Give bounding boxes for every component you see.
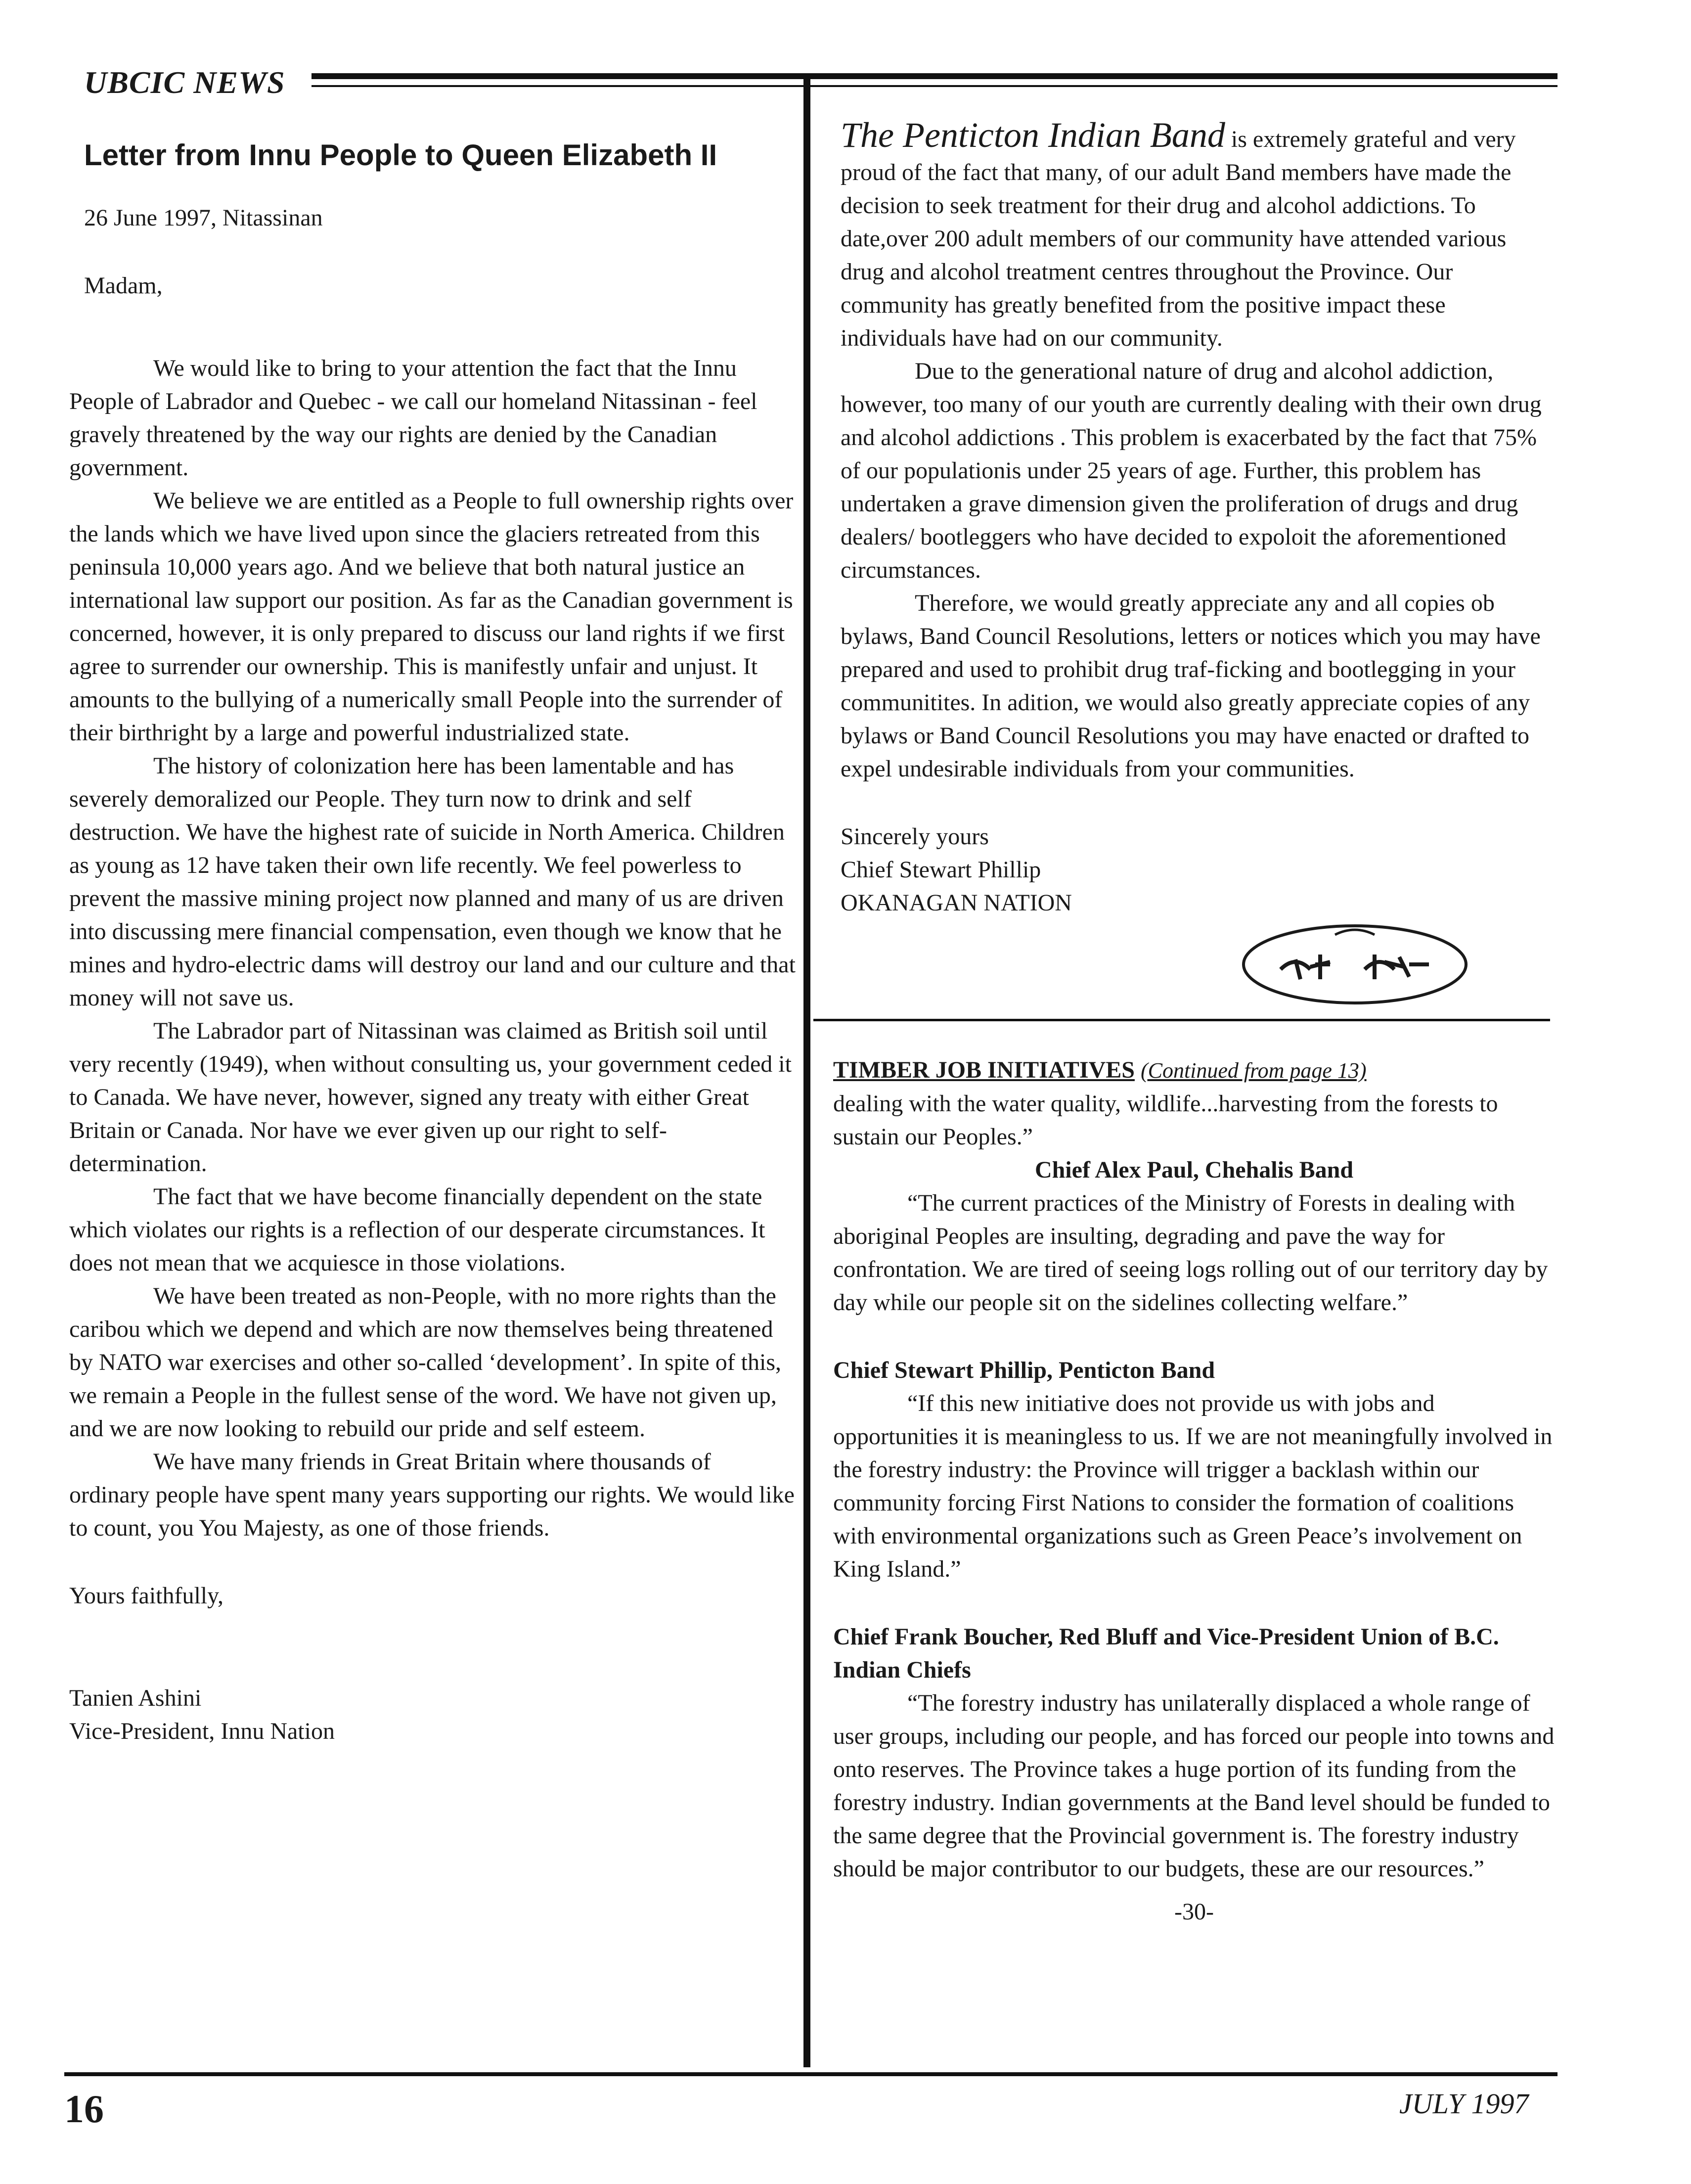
timber-section xyxy=(833,1053,1555,1952)
speaker-quote: “The current practices of the Ministry of Forests in dealing with aboriginal Peoples are insulting, degrading and pave the way for confrontation. We are tired of seeing logs rolling out of our territory day by day while our people sit on the sidelines collecting welfare.” xyxy=(833,1190,1548,1316)
timber-heading: TIMBER JOB INITIATIVES xyxy=(833,1057,1135,1083)
speaker-name: Chief Frank Boucher, Red Bluff and Vice-President Union of B.C. Indian Chiefs xyxy=(833,1624,1499,1683)
timber-lead: dealing with the water quality, wildlife...harvesting from the forests to sustain our Peoples.” xyxy=(833,1091,1498,1150)
sign-org: OKANAGAN NATION xyxy=(841,890,1072,916)
masthead: UBCIC NEWS xyxy=(84,65,285,100)
header-rule-thin xyxy=(312,85,1558,87)
page-number: 16 xyxy=(64,2088,104,2131)
timber-heading-line xyxy=(833,1053,1555,1087)
letter-paragraph: We have many friends in Great Britain where thousands of ordinary people have spent many years supporting our rights. We would like to count, you You Majesty, as one of those friends. xyxy=(69,1449,795,1541)
issue-date: JULY 1997 xyxy=(1399,2088,1529,2120)
signer-title: Vice-President, Innu Nation xyxy=(69,1718,335,1744)
header-rule xyxy=(312,73,1558,79)
section-rule xyxy=(813,1019,1550,1021)
penticton-signoff xyxy=(841,820,1553,919)
penticton-letter xyxy=(841,115,1553,919)
letter-paragraph: We have been treated as non-People, with no more rights than the caribou which we depend and which are now themselves being threatened by NATO war exercises and other so-called ‘development’. In spite of this, we remain a People in the fullest sense of the word. We have not given up, and we are now looking to rebuild our pride and self esteem. xyxy=(69,1283,782,1442)
speaker-name: Chief Stewart Phillip, Penticton Band xyxy=(833,1357,1215,1383)
penticton-intro xyxy=(841,115,1553,355)
innu-letter xyxy=(69,138,796,1748)
continued-note: (Continued from page 13) xyxy=(1140,1058,1367,1083)
inner-page-number: -30- xyxy=(1174,1899,1214,1925)
penticton-paragraph: Therefore, we would greatly appreciate any and all copies ob bylaws, Band Council Resolutions, letters or notices which you may have prepared and used to prohibit drug traf-ficking and bootlegging in your communitites. In adition, we would also greatly appreciate copies of any bylaws or Band Council Resolutions you may have enacted or drafted to expel undesirable individuals from your communities. xyxy=(841,590,1541,782)
sign-name: Chief Stewart Phillip xyxy=(841,857,1041,883)
speaker-quote: “The forestry industry has unilaterally displaced a whole range of user groups, including our people, and has forced our people into towns and onto reserves. The Province takes a huge portion of its funding from the forestry industry. Indian governments at the Band level should be funded to the same degree that the Provincial government is. The forestry industry should be major contributor to our budgets, these are our resources.” xyxy=(833,1690,1555,1882)
letter-paragraph: We would like to bring to your attention the fact that the Innu People of Labrador and Quebec - we call our homeland Nitassinan - feel gravely threatened by the way our rights are denied by the Canadian government. xyxy=(69,355,757,481)
okanagan-seal-icon xyxy=(1236,920,1473,1009)
speaker-name: Chief Alex Paul, Chehalis Band xyxy=(1034,1157,1354,1183)
speaker-quote: “If this new initiative does not provide us with jobs and opportunities it is meaningless to us. If we are not meaningfully involved in the forestry industry: the Province will trigger a backlash within our community forcing First Nations to consider the formation of coalitions with environmental organizations such as Green Peace’s involvement on King Island.” xyxy=(833,1390,1553,1582)
letter-headline: Letter from Innu People to Queen Elizabeth II xyxy=(84,138,717,172)
intro-text: is extremely grateful and very proud of the fact that many, of our adult Band members have made the decision to seek treatment for their drug and alcohol addictions. To date,over 200 adult members of our community have attended various drug and alcohol treatment centres throughout the Province. Our community has greatly benefited from the positive impact these individuals have had on our community. xyxy=(841,126,1516,351)
footer-rule xyxy=(64,2072,1558,2076)
band-name: The Penticton Indian Band xyxy=(841,115,1225,155)
signer-name: Tanien Ashini xyxy=(69,1685,202,1711)
letter-paragraph: The Labrador part of Nitassinan was claimed as British soil until very recently (1949), when without consulting us, your government ceded it to Canada. We have never, however, signed any treaty with either Great Britain or Canada. Nor have we ever given up our right to self-determination. xyxy=(69,1018,792,1177)
sign-off: Sincerely yours xyxy=(841,823,989,850)
column-divider xyxy=(803,79,810,2067)
penticton-paragraph: Due to the generational nature of drug and alcohol addiction, however, too many of our youth are currently dealing with their own drug and alcohol addictions . This problem is exacerbated by the fact that 75% of our populationis under 25 years of age. Further, this problem has undertaken a grave dimension given the proliferation of drugs and drug dealers/ bootleggers who have decided to expoloit the aforementioned circumstances. xyxy=(841,358,1542,583)
letter-paragraph: We believe we are entitled as a People to full ownership rights over the lands which we have lived upon since the glaciers retreated from this peninsula 10,000 years ago. And we believe that both natural justice an international law support our position. As far as the Canadian government is concerned, however, it is only prepared to discuss our land rights if we first agree to surrender our ownership. This is manifestly unfair and unjust. It amounts to the bullying of a numerically small People into the surrender of their birthright by a large and powerful industrialized state. xyxy=(69,488,794,746)
letter-closing: Yours faithfully, xyxy=(69,1583,224,1609)
letter-date: 26 June 1997, Nitassinan xyxy=(84,205,323,231)
letter-paragraph: The history of colonization here has been lamentable and has severely demoralized our People. They turn now to drink and self destruction. We have the highest rate of suicide in North America. Children as young as 12 have taken their own life recently. We feel powerless to prevent the massive mining project now planned and many of us are driven into discussing mere financial compensation, even though we know that he mines and hydro-electric dams will destroy our land and our culture and that money will not save us. xyxy=(69,753,796,1011)
letter-salutation: Madam, xyxy=(84,273,163,299)
letter-paragraph: The fact that we have become financially dependent on the state which violates our rights is a reflection of our desperate circumstances. It does not mean that we acquiesce in those violations. xyxy=(69,1183,765,1276)
